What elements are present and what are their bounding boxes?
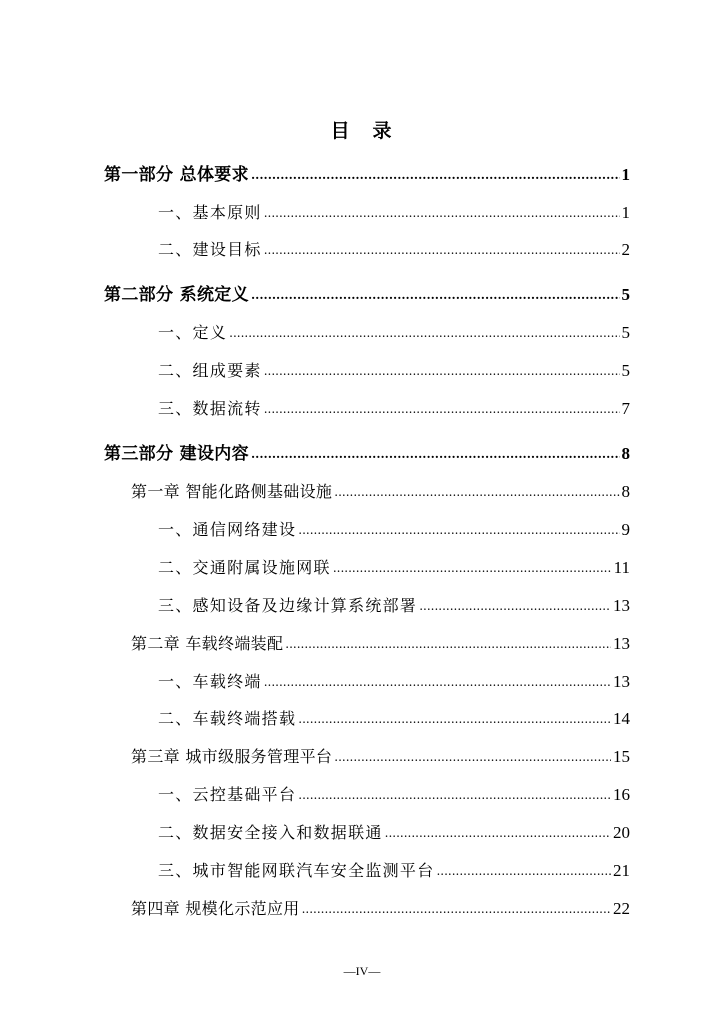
toc-entry-label: 一、通信网络建设 — [158, 520, 297, 539]
toc-entry-label: 一、基本原则 — [158, 203, 262, 222]
toc-entry-label: 二、数据安全接入和数据联通 — [158, 823, 383, 842]
toc-entry-page-number: 14 — [613, 709, 630, 728]
toc-entry-section[interactable] — [158, 821, 630, 845]
toc-entry-page-number: 13 — [613, 596, 630, 615]
toc-title: 目 录 — [330, 120, 394, 142]
toc-entry-section[interactable] — [158, 707, 630, 731]
toc-entry-page-number: 11 — [613, 558, 630, 577]
toc-dot-leader — [334, 745, 611, 769]
toc-entry-part[interactable] — [104, 283, 630, 307]
toc-entry-label: 三、城市智能网联汽车安全监测平台 — [158, 861, 435, 880]
toc-entry-label: 一、定义 — [158, 323, 228, 342]
toc-dot-leader — [264, 397, 620, 421]
toc-entry-page-number: 13 — [613, 634, 630, 653]
toc-dot-leader — [229, 321, 619, 345]
toc-dot-leader — [298, 707, 611, 731]
toc-entry-chapter[interactable] — [131, 897, 630, 921]
toc-entry-page-number: 16 — [613, 785, 630, 804]
toc-entry-label: 一、云控基础平台 — [158, 785, 297, 804]
toc-entry-page-number: 5 — [621, 361, 630, 380]
toc-entry-section[interactable] — [158, 859, 630, 883]
toc-entry-section[interactable] — [158, 397, 630, 421]
toc-dot-leader — [251, 283, 620, 307]
toc-entry-label: 第四章 规模化示范应用 — [131, 899, 300, 918]
toc-entry-section[interactable] — [158, 321, 630, 345]
toc-entry-section[interactable] — [158, 518, 630, 542]
toc-dot-leader — [251, 442, 620, 466]
toc-entry-label: 第一部分 总体要求 — [104, 165, 249, 185]
toc-dot-leader — [385, 821, 611, 845]
toc-dot-leader — [436, 859, 611, 883]
toc-entry-section[interactable] — [158, 783, 630, 807]
toc-entry-section[interactable] — [158, 594, 630, 618]
toc-entry-label: 三、数据流转 — [158, 399, 262, 418]
toc-entry-section[interactable] — [158, 670, 630, 694]
toc-entry-label: 二、建设目标 — [158, 240, 262, 259]
toc-entry-section[interactable] — [158, 201, 630, 225]
toc-dot-leader — [264, 359, 620, 383]
toc-entry-page-number: 7 — [621, 399, 630, 418]
toc-entry-section[interactable] — [158, 238, 630, 262]
toc-entry-label: 一、车载终端 — [158, 672, 262, 691]
page-number-footer: —IV— — [343, 964, 381, 978]
toc-entry-section[interactable] — [158, 359, 630, 383]
toc-dot-leader — [251, 163, 620, 187]
toc-dot-leader — [333, 556, 612, 580]
toc-dot-leader — [298, 783, 611, 807]
toc-entry-chapter[interactable] — [131, 480, 630, 504]
toc-dot-leader — [419, 594, 611, 618]
toc-entry-label: 二、组成要素 — [158, 361, 262, 380]
toc-entry-label: 第三部分 建设内容 — [104, 444, 249, 464]
toc-entry-label: 第二章 车载终端装配 — [131, 634, 284, 653]
toc-entry-page-number: 9 — [621, 520, 630, 539]
toc-dot-leader — [264, 670, 611, 694]
toc-entry-page-number: 8 — [621, 444, 630, 463]
toc-entry-page-number: 1 — [621, 203, 630, 222]
toc-entry-part[interactable] — [104, 442, 630, 466]
toc-entry-label: 二、交通附属设施网联 — [158, 558, 331, 577]
toc-dot-leader — [298, 518, 619, 542]
toc-entry-page-number: 8 — [621, 482, 630, 501]
toc-entry-chapter[interactable] — [131, 632, 630, 656]
toc-entry-page-number: 2 — [621, 240, 630, 259]
toc-entry-label: 三、感知设备及边缘计算系统部署 — [158, 596, 418, 615]
toc-entry-label: 第一章 智能化路侧基础设施 — [131, 482, 333, 501]
toc-entry-label: 第二部分 系统定义 — [104, 285, 249, 305]
toc-entry-label: 二、车载终端搭载 — [158, 709, 297, 728]
toc-entry-page-number: 13 — [613, 672, 630, 691]
toc-entry-page-number: 5 — [621, 323, 630, 342]
toc-entry-page-number: 5 — [621, 285, 630, 304]
toc-entry-page-number: 22 — [613, 899, 630, 918]
toc-entry-label: 第三章 城市级服务管理平台 — [131, 747, 333, 766]
toc-dot-leader — [285, 632, 611, 656]
toc-dot-leader — [264, 201, 620, 225]
toc-entry-page-number: 20 — [613, 823, 630, 842]
toc-dot-leader — [264, 238, 620, 262]
toc-entry-page-number: 15 — [613, 747, 630, 766]
toc-entry-part[interactable] — [104, 163, 630, 187]
toc-dot-leader — [334, 480, 619, 504]
toc-entry-page-number: 1 — [621, 165, 630, 184]
toc-entry-page-number: 21 — [613, 861, 630, 880]
toc-entry-section[interactable] — [158, 556, 630, 580]
toc-entry-chapter[interactable] — [131, 745, 630, 769]
toc-dot-leader — [302, 897, 611, 921]
